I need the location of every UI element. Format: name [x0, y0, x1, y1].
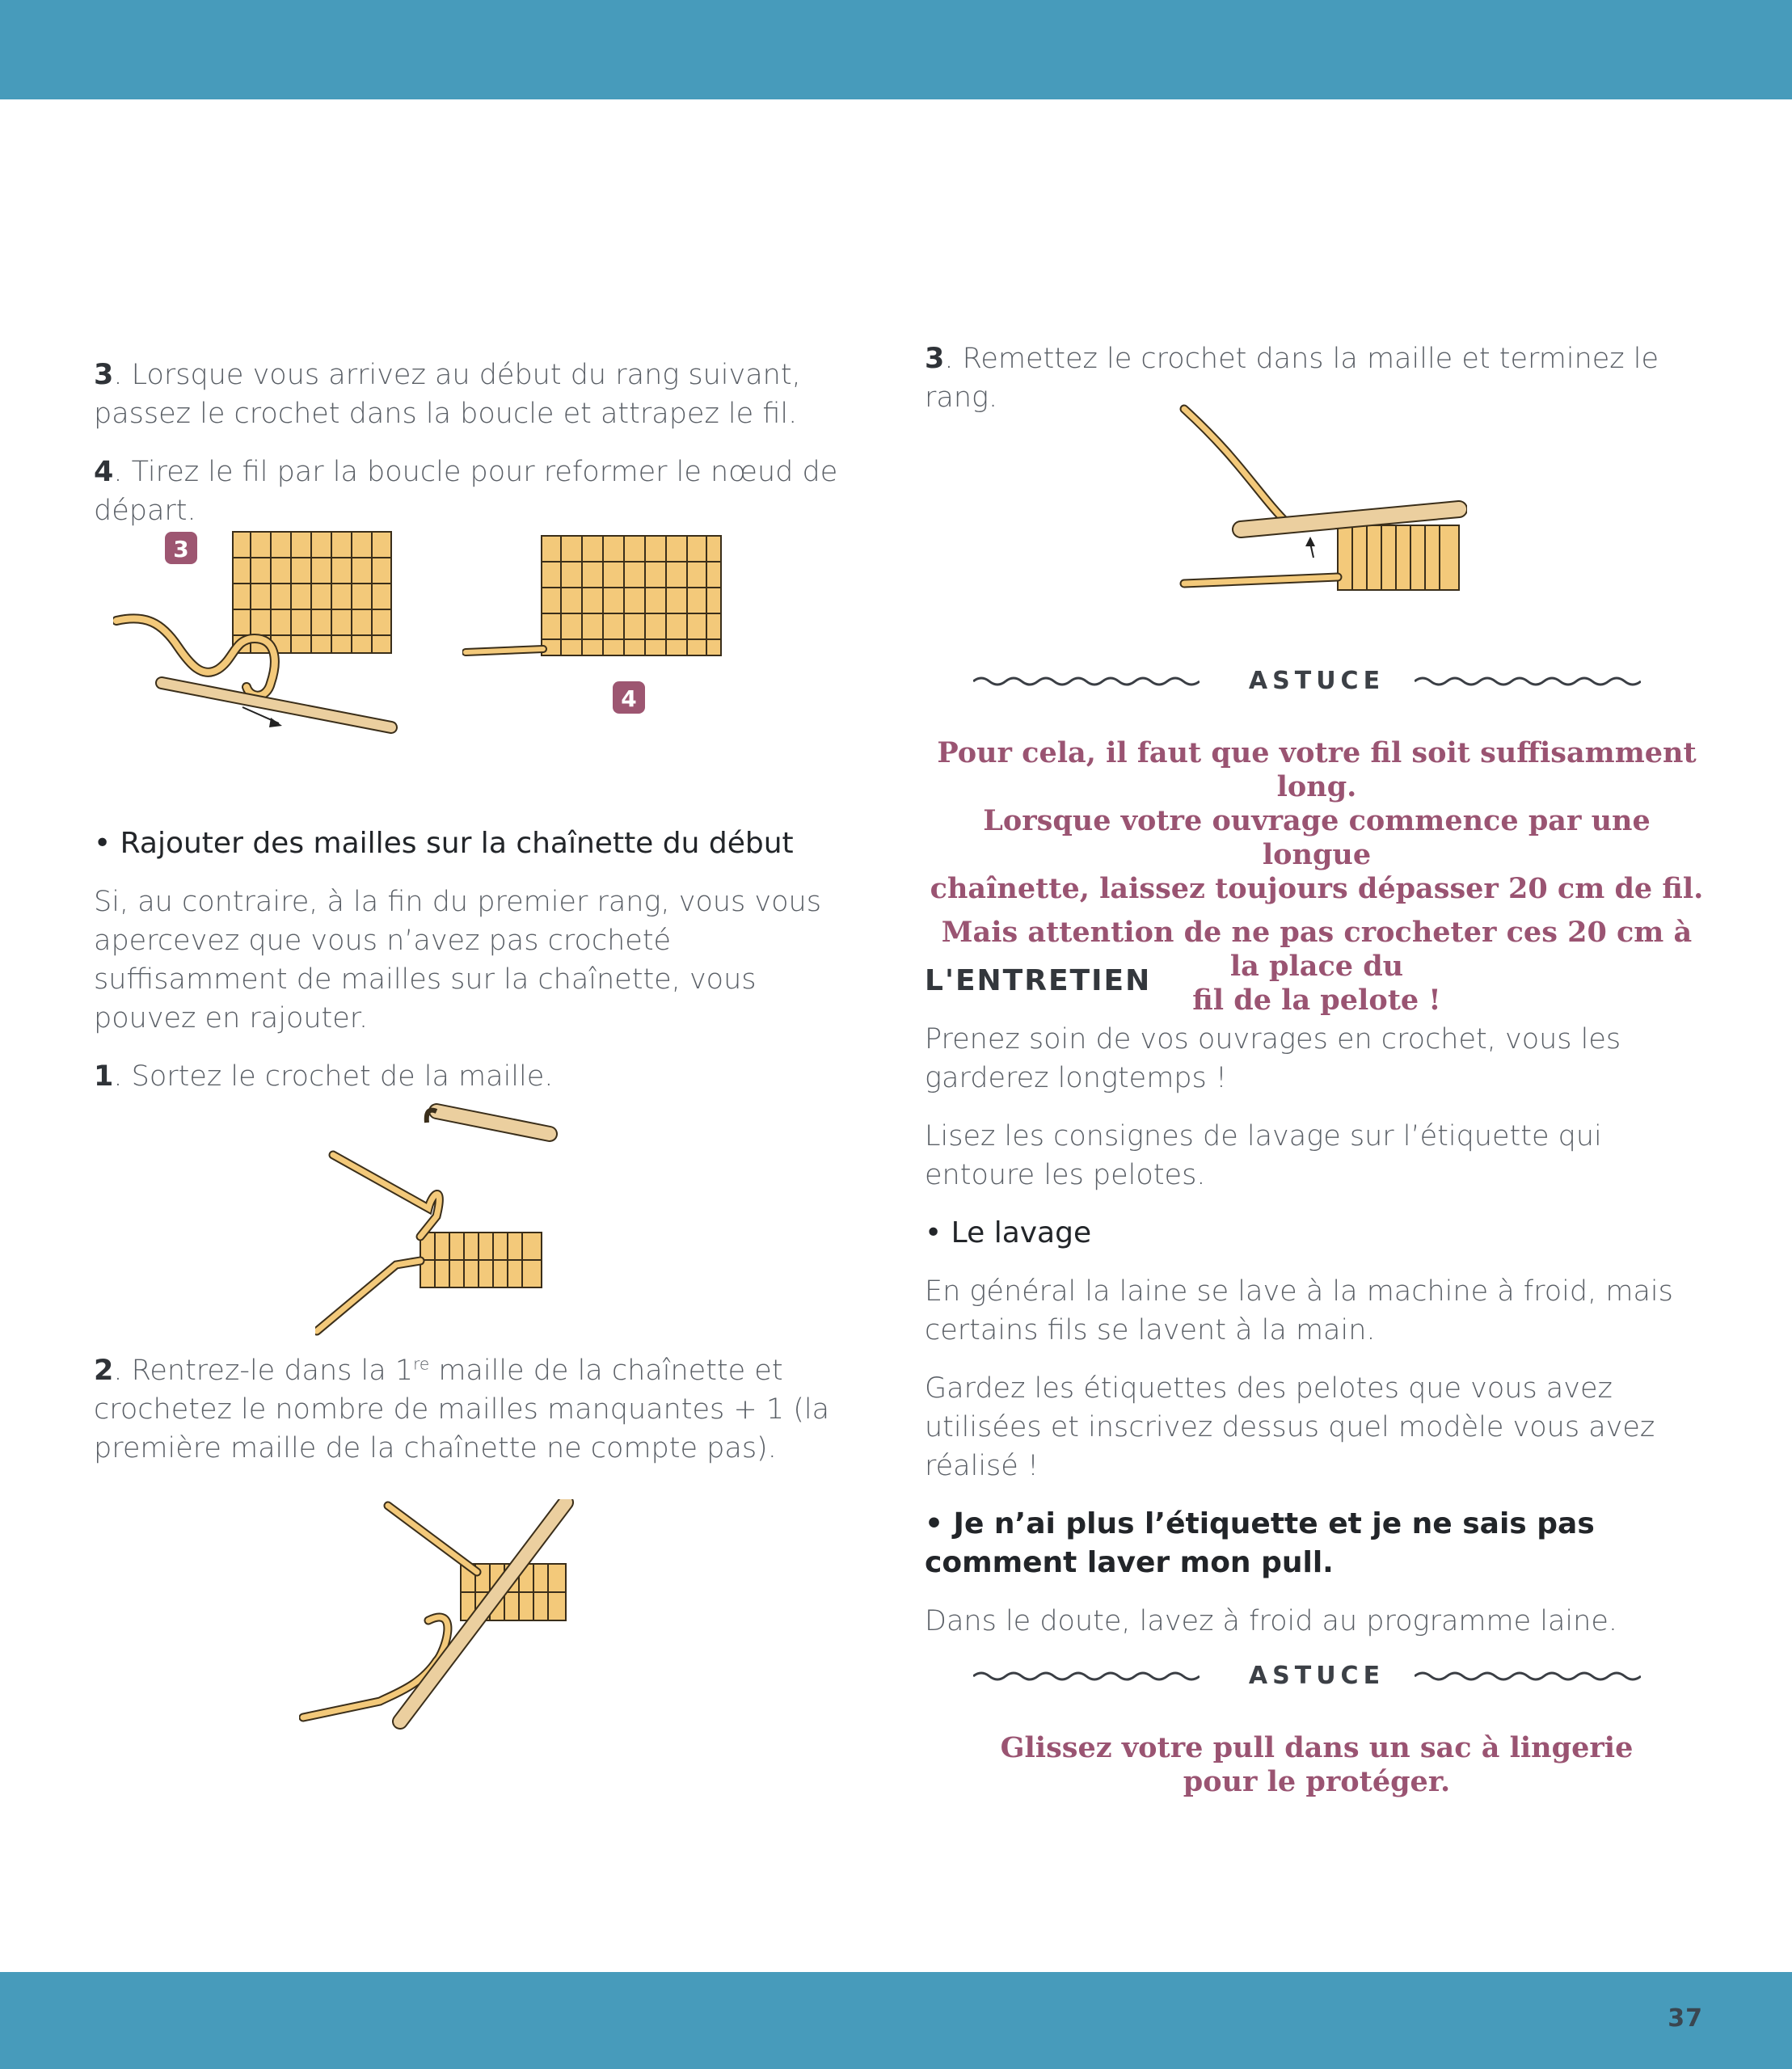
arrow-icon [269, 718, 282, 727]
badge-4-label: 4 [621, 685, 637, 712]
tip-1-line-5: fil de la pelote ! [1192, 984, 1441, 1017]
crochet-fabric [542, 536, 721, 655]
entretien-para-4: Gardez les étiquettes des pelotes que vous avez utilisées et inscrivez dessus quel modèle vous avez réalisé ! [925, 1372, 1655, 1482]
tip-1-line-1: Pour cela, il faut que votre fil soit suffisamment long. [937, 736, 1697, 803]
step-4-paragraph: 4. Tirez le fil par la boucle pour reformer le nœud de départ. [94, 456, 838, 527]
left-column [94, 356, 854, 530]
right-step-3-paragraph: 3. Remettez le crochet dans la maille et terminez le rang. [925, 343, 1659, 414]
wave-divider-right [1415, 1668, 1641, 1684]
badge-3-label: 3 [173, 536, 189, 563]
bullet-lavage: • Le lavage [925, 1216, 1092, 1249]
step-2-paragraph: 2. Rentrez-le dans la 1re maille de la chaînette et crochetez le nombre de mailles manquantes + 1 (la première maille de la chaînette ne compte pas). [94, 1354, 830, 1464]
entretien-para-2: Lisez les consignes de lavage sur l’étiquette qui entoure les pelotes. [925, 1120, 1602, 1191]
section-title: L'ENTRETIEN [925, 964, 1152, 997]
tip-title: ASTUCE [1248, 1662, 1385, 1690]
bullet-no-label: • Je n’ai plus l’étiquette et je ne sais pas comment laver mon pull. [925, 1507, 1595, 1579]
illustration-step-2 [299, 1499, 574, 1734]
illustration-right-step-3 [1176, 404, 1467, 598]
top-band [0, 0, 1792, 99]
add-stitches-section [94, 824, 854, 1096]
illustration-step-4 [462, 529, 729, 723]
yarn-strand [303, 1506, 477, 1717]
illustration-step-3 [113, 525, 404, 744]
wave-divider-right [1415, 673, 1641, 689]
illustration-step-1 [315, 1095, 558, 1338]
bottom-band [0, 1972, 1792, 2069]
tip-box-2 [925, 1654, 1709, 1799]
tip-2-line-2: pour le protéger. [1183, 1765, 1451, 1798]
tip-title: ASTUCE [1248, 667, 1385, 695]
step-3-paragraph: 3. Lorsque vous arrivez au début du rang suivant, passez le crochet dans la boucle et attrapez le fil. [94, 359, 801, 430]
crochet-fabric [1338, 525, 1459, 590]
tip-1-line-2: Lorsque votre ouvrage commence par une longue [983, 804, 1651, 871]
step-1-paragraph: 1. Sortez le crochet de la maille. [94, 1060, 554, 1093]
step-2-block [94, 1351, 854, 1468]
tip-1-line-3: chaînette, laissez toujours dépasser 20 cm de fil. [930, 872, 1704, 905]
entretien-section [925, 962, 1713, 1641]
section-intro: Si, au contraire, à la fin du premier rang, vous vous apercevez que vous n’avez pas crocheté suffisamment de mailles sur la chaînette, vous pouvez en rajouter. [94, 886, 821, 1034]
entretien-para-3: En général la laine se lave à la machine à froid, mais certains fils se lavent à la main. [925, 1275, 1673, 1346]
entretien-para-5: Dans le doute, lavez à froid au programme laine. [925, 1605, 1617, 1637]
yarn-strand [333, 1155, 439, 1237]
entretien-para-1: Prenez soin de vos ouvrages en crochet, vous les garderez longtemps ! [925, 1023, 1621, 1094]
tip-2-line-1: Glissez votre pull dans un sac à lingerie [1000, 1731, 1634, 1764]
page-number: 37 [1668, 2004, 1703, 2033]
section-heading: • Rajouter des mailles sur la chaînette du début [94, 827, 794, 860]
arrow-icon [1305, 537, 1315, 546]
tip-1-line-4: Mais attention de ne pas crocheter ces 20 cm à la place du [941, 916, 1693, 983]
